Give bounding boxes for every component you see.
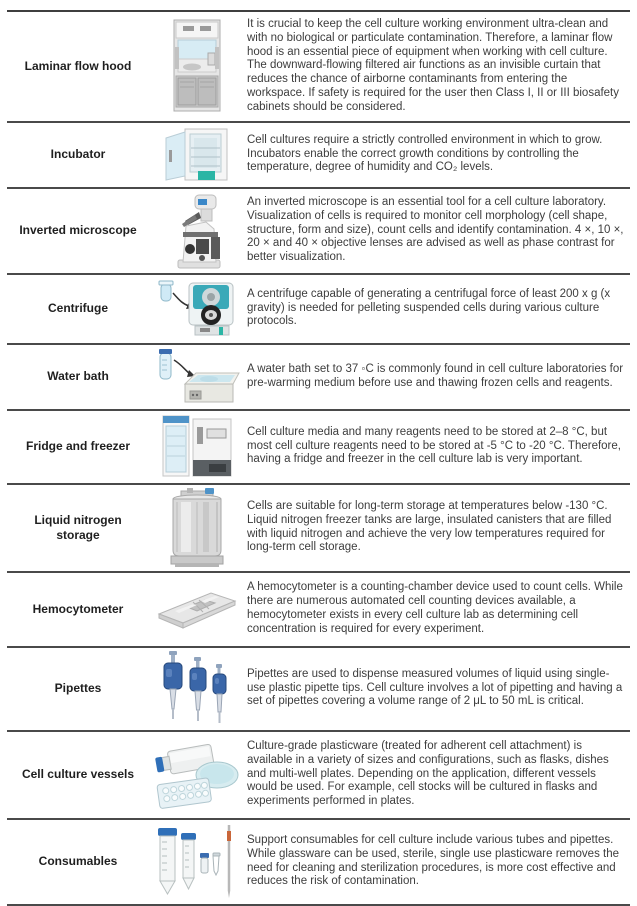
incubator-icon xyxy=(149,123,245,187)
equipment-name: Consumables xyxy=(38,854,118,869)
table-row xyxy=(7,648,630,732)
equipment-description: Pipettes are used to dispense measured volumes of liquid using single-use plastic pipette tips. Cell culture involves a lot of pipetting and having a set of pipettes covering a volume range of 2 μL to 50 mL is critical. xyxy=(247,667,623,708)
equipment-name: Centrifuge xyxy=(48,301,108,316)
cell-culture-vessels-icon xyxy=(149,732,245,818)
equipment-name: Water bath xyxy=(47,369,109,384)
equipment-description: Cell culture media and many reagents need to be stored at 2–8 °C, but most cell culture reagents need to be stored at -5 °C to -20 °C. Therefore, having a fridge and freezer in the cell culture lab is very important. xyxy=(247,425,621,466)
consumables-icon xyxy=(149,820,245,904)
equipment-description: An inverted microscope is an essential tool for a cell culture laboratory. Visualization of cells is required to monitor cell morphology (cell shape, structure, form and size), count cells and identify contamination. 4 ×, 10 ×, 20 × and 40 × objective lenses are advised as well as phase contrast for better visualization. xyxy=(247,196,624,264)
equipment-name: Incubator xyxy=(50,147,106,162)
laminar-flow-hood-icon xyxy=(149,14,245,118)
equipment-description: Culture-grade plasticware (treated for adherent cell attachment) is available in a variety of sizes and configurations, such as flasks, dishes and multi-well plates. Depending on the application, different vessels would be used. For example, cell stocks will be cultured in flasks and experiments performed in plates. xyxy=(247,740,609,808)
equipment-description: Cell cultures require a strictly controlled environment in which to grow. Incubators enable the correct growth conditions by controlling the temperature, degree of humidity and CO₂ levels. xyxy=(247,133,603,174)
centrifuge-icon xyxy=(149,275,245,343)
table-row xyxy=(7,732,630,820)
equipment-description: A water bath set to 37 ◦C is commonly found in cell culture laboratories for pre-warming medium before use and thawing frozen cells and reagents. xyxy=(247,362,624,389)
table-row xyxy=(7,123,630,189)
equipment-name: Fridge and freezer xyxy=(25,439,131,454)
equipment-description: A hemocytometer is a counting-chamber device used to count cells. While there are numerous automated cell counting devices available, a hemocytometer exists in every cell culture lab as determining cell concentration is required for every experiment. xyxy=(247,581,623,635)
table-row xyxy=(7,12,630,123)
fridge-freezer-icon xyxy=(149,411,245,483)
equipment-name: Liquid nitrogen storage xyxy=(34,513,122,542)
table-row xyxy=(7,485,630,573)
table-row xyxy=(7,411,630,485)
equipment-description: Cells are suitable for long-term storage at temperatures below -130 °C. Liquid nitrogen freezer tanks are large, insulated canisters that are filled with liquid nitrogen and achieve the very low temperatures required for long-term cell storage. xyxy=(247,499,612,554)
equipment-name: Pipettes xyxy=(54,681,102,696)
equipment-description: It is crucial to keep the cell culture working environment ultra-clean and with no biological or particulate contamination. Therefore, a laminar flow hood is an essential piece of equipment when working with cell culture. The downward-flowing filtered air functions as an invisible curtain that reduces the chance of airborne contaminants from entering the workspace. If safety is required for the user then Class I, II or III biosafety cabinets should be considered. xyxy=(247,18,619,113)
equipment-name: Laminar flow hood xyxy=(24,59,132,74)
table-row xyxy=(7,189,630,275)
liquid-nitrogen-icon xyxy=(149,485,245,571)
table-row xyxy=(7,275,630,345)
water-bath-icon xyxy=(149,345,245,409)
equipment-name: Cell culture vessels xyxy=(21,767,135,782)
pipettes-icon xyxy=(149,648,245,730)
table-row xyxy=(7,820,630,906)
table-row xyxy=(7,345,630,411)
equipment-description: Support consumables for cell culture include various tubes and pipettes. While glassware can be used, sterile, single use plasticware removes the need for cleaning and sterilization procedures, is more cost effective and reduces the risk of contamination. xyxy=(247,833,620,888)
equipment-description: A centrifuge capable of generating a centrifugal force of least 200 x g (x gravity) is needed for pelleting suspended cells during various culture protocols. xyxy=(247,287,611,328)
inverted-microscope-icon xyxy=(149,189,245,273)
equipment-table xyxy=(7,10,630,906)
equipment-name: Hemocytometer xyxy=(32,601,124,616)
equipment-name: Inverted microscope xyxy=(19,223,137,238)
hemocytometer-icon xyxy=(149,584,245,634)
table-row xyxy=(7,573,630,648)
